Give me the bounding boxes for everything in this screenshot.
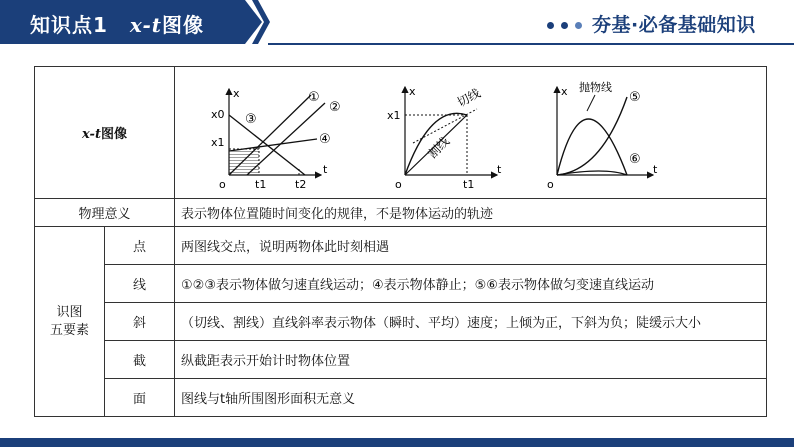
g3-label-5: ⑤ xyxy=(629,90,641,105)
banner-chevron xyxy=(248,0,272,44)
g3-curve-6 xyxy=(557,171,627,175)
section-number: 知识点1 xyxy=(30,13,108,37)
section-title xyxy=(30,9,204,38)
meaning-row xyxy=(35,199,767,227)
element-row-2 xyxy=(35,265,767,303)
g2-secant-label: 割线 xyxy=(425,134,453,162)
meaning-label: 物理意义 xyxy=(35,199,175,227)
element-text-2: ①②③表示物体做匀速直线运动；④表示物体静止；⑤⑥表示物体做匀变速直线运动 xyxy=(175,265,767,303)
xt-graphs xyxy=(175,67,767,199)
g2-tangent-label: 切线 xyxy=(454,86,483,110)
meaning-text: 表示物体位置随时间变化的规律，不是物体运动的轨迹 xyxy=(175,199,767,227)
header-rule xyxy=(268,43,794,45)
g3-origin: o xyxy=(547,178,554,191)
element-row-3 xyxy=(35,303,767,341)
g1-xtick-0: t1 xyxy=(255,178,267,191)
xt-graph-table xyxy=(34,66,767,417)
five-elements-line-2: 五要素 xyxy=(49,322,89,338)
series-title: 夯基·必备基础知识 xyxy=(592,14,756,36)
element-row-1 xyxy=(35,227,767,265)
graphs-cell xyxy=(175,67,767,199)
g1-label-3: ③ xyxy=(245,112,257,127)
g1-xtick-1: t2 xyxy=(295,178,307,191)
dot-2 xyxy=(561,22,568,29)
g1-ytick-1: x1 xyxy=(211,136,225,149)
graph-1 xyxy=(211,87,341,191)
dot-3 xyxy=(575,22,582,29)
element-key-1: 点 xyxy=(105,227,175,265)
g3-axis-y: x xyxy=(561,85,568,98)
g1-label-1: ① xyxy=(308,90,320,105)
g1-label-2: ② xyxy=(329,100,341,115)
g1-ytick-0: x0 xyxy=(211,108,225,121)
g1-axis-y: x xyxy=(233,87,240,100)
graph-2 xyxy=(387,85,502,191)
element-row-4 xyxy=(35,341,767,379)
topic-italic: x-t xyxy=(129,13,163,37)
g1-label-4: ④ xyxy=(319,132,331,147)
g1-axis-x: t xyxy=(323,163,328,176)
topic-suffix: 图像 xyxy=(162,13,205,37)
graph-label-suffix: 图像 xyxy=(100,127,127,142)
graph-row xyxy=(35,67,767,199)
g1-origin: o xyxy=(219,178,226,191)
element-text-1: 两图线交点，说明两物体此时刻相遇 xyxy=(175,227,767,265)
element-key-3: 斜 xyxy=(105,303,175,341)
element-key-2: 线 xyxy=(105,265,175,303)
five-elements-label xyxy=(35,227,105,417)
element-key-5: 面 xyxy=(105,379,175,417)
g2-ytick: x1 xyxy=(387,109,401,122)
g2-origin: o xyxy=(395,178,402,191)
g3-pointer xyxy=(587,95,595,111)
g3-parabola-label: 抛物线 xyxy=(579,81,613,94)
g3-label-6: ⑥ xyxy=(629,152,641,167)
five-elements-line-1: 识图 xyxy=(56,304,83,320)
section-banner xyxy=(0,0,262,44)
dot-1 xyxy=(547,22,554,29)
g3-curve-5 xyxy=(557,97,627,175)
graph-label-cell xyxy=(35,67,175,199)
element-text-5: 图线与t轴所围图形面积无意义 xyxy=(175,379,767,417)
element-text-4: 纵截距表示开始计时物体位置 xyxy=(175,341,767,379)
g2-xtick: t1 xyxy=(463,178,475,191)
g2-axis-x: t xyxy=(497,163,502,176)
element-row-5 xyxy=(35,379,767,417)
element-key-4: 截 xyxy=(105,341,175,379)
g1-line-1 xyxy=(229,95,311,175)
graph-label-italic: x-t xyxy=(82,127,101,142)
g3-parabola xyxy=(557,119,627,175)
graph-3 xyxy=(547,80,658,191)
footer-bar xyxy=(0,438,794,447)
element-text-3: （切线、割线）直线斜率表示物体（瞬时、平均）速度；上倾为正，下斜为负；陡缓示大小 xyxy=(175,303,767,341)
g3-axis-x: t xyxy=(653,163,658,176)
g2-axis-y: x xyxy=(409,85,416,98)
